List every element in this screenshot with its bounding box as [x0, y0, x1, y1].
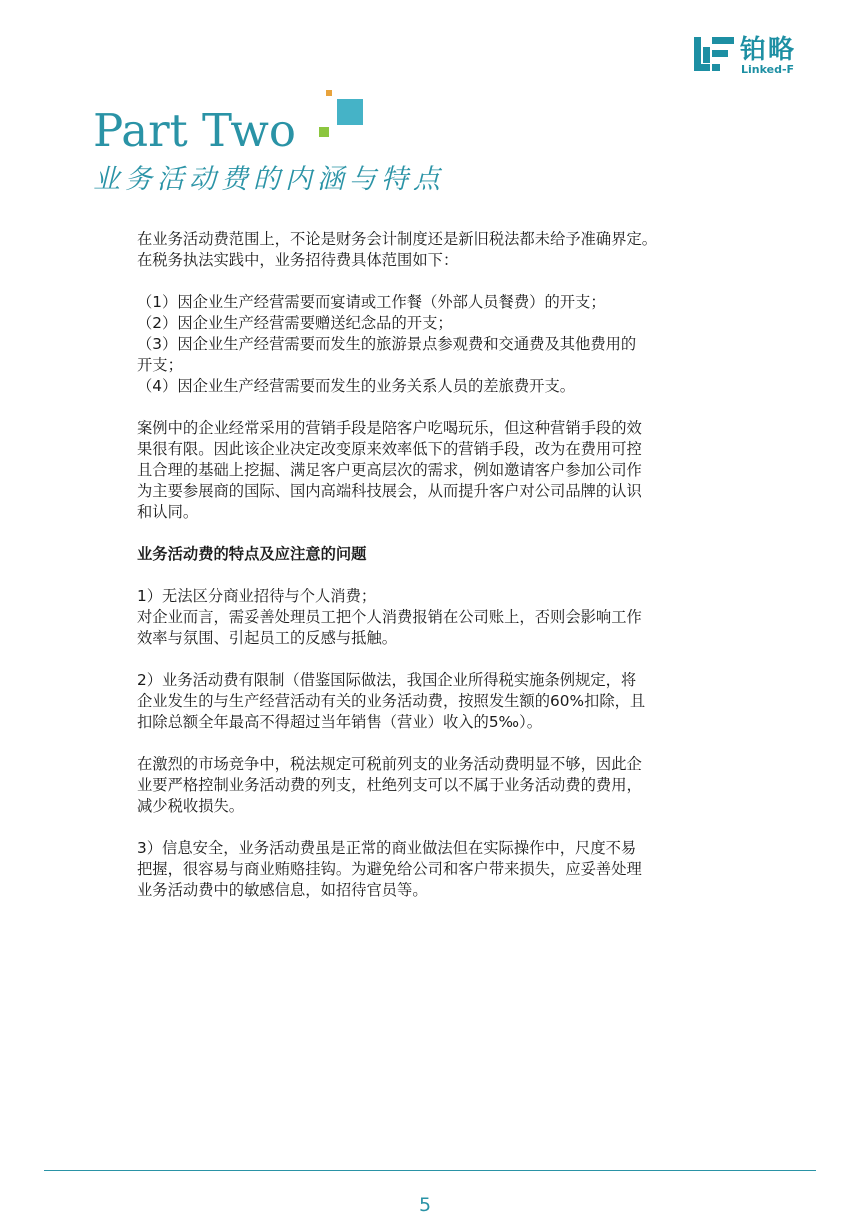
text-line: 企业发生的与生产经营活动有关的业务活动费，按照发生额的60%扣除，且: [137, 692, 646, 710]
decorative-squares-icon: [315, 90, 365, 142]
text-line: 3）信息安全，业务活动费虽是正常的商业做法但在实际操作中，尺度不易: [137, 839, 637, 857]
features-heading: 业务活动费的特点及应注意的问题: [137, 545, 367, 563]
text-line: 2）业务活动费有限制（借鉴国际做法，我国企业所得税实施条例规定，将: [137, 671, 637, 689]
linked-f-logo-icon: [694, 37, 734, 71]
text-line: 1）无法区分商业招待与个人消费；: [137, 587, 377, 605]
text-line: 且合理的基础上挖掘、满足客户更高层次的需求，例如邀请客户参加公司作: [137, 461, 642, 479]
text-line: 效率与氛围、引起员工的反感与抵触。: [137, 629, 398, 647]
text-line: 和认同。: [137, 503, 199, 521]
brand-logo: [694, 35, 814, 77]
page-number: 5: [418, 1194, 432, 1216]
list-item: （1）因企业生产经营需要而宴请或工作餐（外部人员餐费）的开支；: [137, 293, 606, 311]
text-line: 把握，很容易与商业贿赂挂钩。为避免给公司和客户带来损失，应妥善处理: [137, 860, 642, 878]
text-line: 在业务活动费范围上，不论是财务会计制度还是新旧税法都未给予准确界定。: [137, 230, 658, 248]
list-item: （3）因企业生产经营需要而发生的旅游景点参观费和交通费及其他费用的: [137, 335, 637, 353]
brand-name-en: Linked-F: [741, 63, 795, 76]
footer-divider: [44, 1170, 816, 1171]
text-line: 减少税收损失。: [137, 797, 245, 815]
list-item: （4）因企业生产经营需要而发生的业务关系人员的差旅费开支。: [137, 377, 576, 395]
brand-name-cn: 铂略: [740, 35, 797, 65]
part-title: Part Two: [93, 104, 297, 157]
text-line: 在激烈的市场竞争中，税法规定可税前列支的业务活动费明显不够，因此企: [137, 755, 642, 773]
text-line: 扣除总额全年最高不得超过当年销售（营业）收入的5‰）。: [137, 713, 543, 731]
text-line: 业务活动费中的敏感信息，如招待官员等。: [137, 881, 428, 899]
text-line: 为主要参展商的国际、国内高端科技展会，从而提升客户对公司品牌的认识: [137, 482, 642, 500]
text-line: 案例中的企业经常采用的营销手段是陪客户吃喝玩乐，但这种营销手段的效: [137, 419, 642, 437]
list-item: （2）因企业生产经营需要赠送纪念品的开支；: [137, 314, 453, 332]
section-title: 业务活动费的内涵与特点: [93, 164, 445, 195]
text-line: 果很有限。因此该企业决定改变原来效率低下的营销手段，改为在费用可控: [137, 440, 642, 458]
text-line: 对企业而言，需妥善处理员工把个人消费报销在公司账上，否则会影响工作: [137, 608, 642, 626]
list-item: 开支；: [137, 356, 183, 374]
text-line: 业要严格控制业务活动费的列支，杜绝列支可以不属于业务活动费的费用，: [137, 776, 642, 794]
text-line: 在税务执法实践中，业务招待费具体范围如下：: [137, 251, 459, 269]
body-text: [137, 229, 717, 901]
